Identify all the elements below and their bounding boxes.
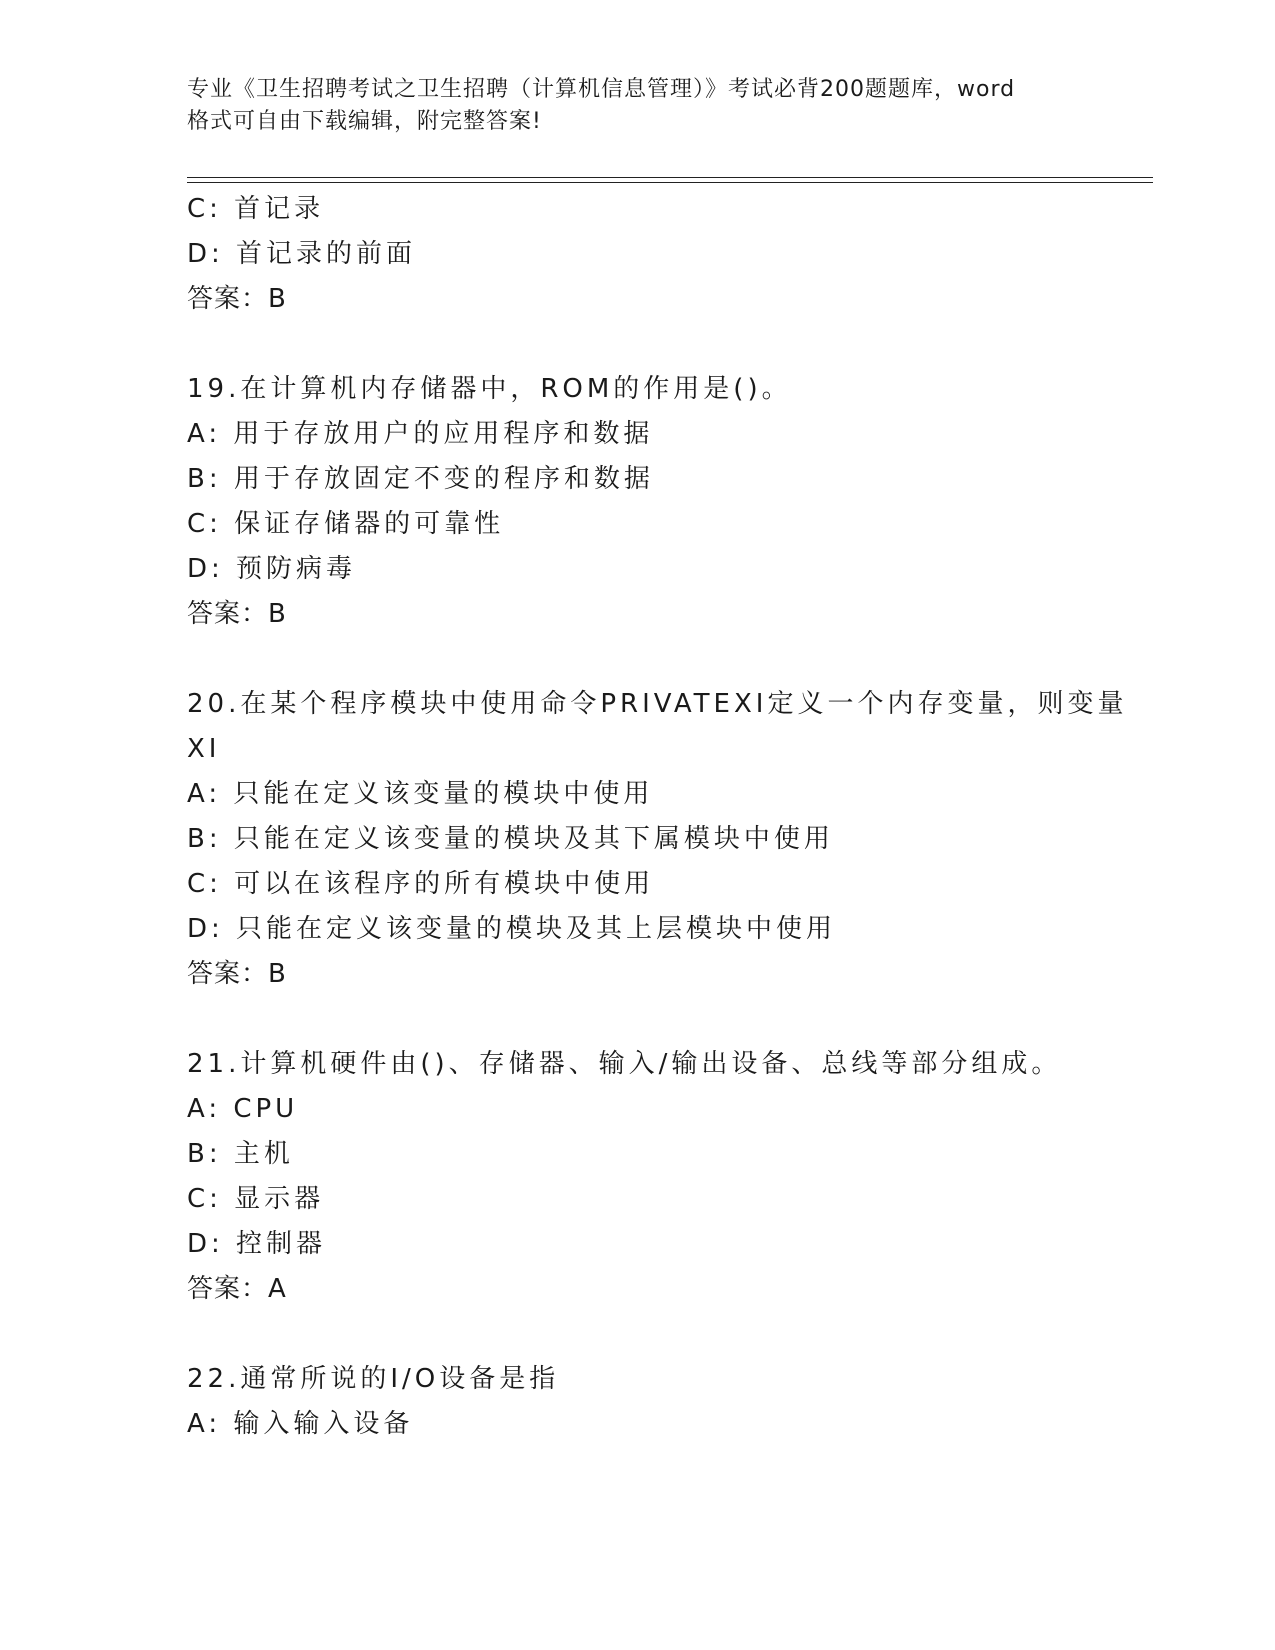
q18-option-d: D: 首记录的前面 bbox=[187, 239, 417, 269]
q21-option-c: C: 显示器 bbox=[187, 1184, 325, 1214]
q19-answer: 答案：B bbox=[187, 599, 287, 629]
q18-answer: 答案：B bbox=[187, 284, 287, 314]
q18-option-c: C: 首记录 bbox=[187, 194, 325, 224]
q21-option-b: B: 主机 bbox=[187, 1139, 294, 1169]
q20-option-c: C: 可以在该程序的所有模块中使用 bbox=[187, 869, 655, 899]
q20-question-line-1: 20.在某个程序模块中使用命令PRIVATEXI定义一个内存变量，则变量 bbox=[187, 689, 1128, 719]
header-line-2: 格式可自由下载编辑，附完整答案! bbox=[187, 109, 542, 134]
header-divider-top bbox=[187, 177, 1153, 178]
q19-option-c: C: 保证存储器的可靠性 bbox=[187, 509, 505, 539]
q19-option-b: B: 用于存放固定不变的程序和数据 bbox=[187, 464, 654, 494]
q20-question-line-2: XI bbox=[187, 734, 221, 764]
q21-question: 21.计算机硬件由()、存储器、输入/输出设备、总线等部分组成。 bbox=[187, 1049, 1062, 1079]
q19-option-a: A: 用于存放用户的应用程序和数据 bbox=[187, 419, 654, 449]
q21-option-a: A: CPU bbox=[187, 1094, 299, 1124]
q20-option-d: D: 只能在定义该变量的模块及其上层模块中使用 bbox=[187, 914, 837, 944]
q21-option-d: D: 控制器 bbox=[187, 1229, 327, 1259]
q19-question: 19.在计算机内存储器中，ROM的作用是()。 bbox=[187, 374, 792, 404]
q19-option-d: D: 预防病毒 bbox=[187, 554, 357, 584]
q20-option-a: A: 只能在定义该变量的模块中使用 bbox=[187, 779, 654, 809]
header-divider-bottom bbox=[187, 182, 1153, 183]
document-header bbox=[187, 74, 1087, 138]
q22-question: 22.通常所说的I/O设备是指 bbox=[187, 1364, 560, 1394]
q20-option-b: B: 只能在定义该变量的模块及其下属模块中使用 bbox=[187, 824, 834, 854]
q22-option-a: A: 输入输入设备 bbox=[187, 1409, 414, 1439]
header-line-1: 专业《卫生招聘考试之卫生招聘（计算机信息管理）》考试必背200题题库，word bbox=[187, 77, 1016, 102]
q20-answer: 答案：B bbox=[187, 959, 287, 989]
q21-answer: 答案：A bbox=[187, 1274, 287, 1304]
